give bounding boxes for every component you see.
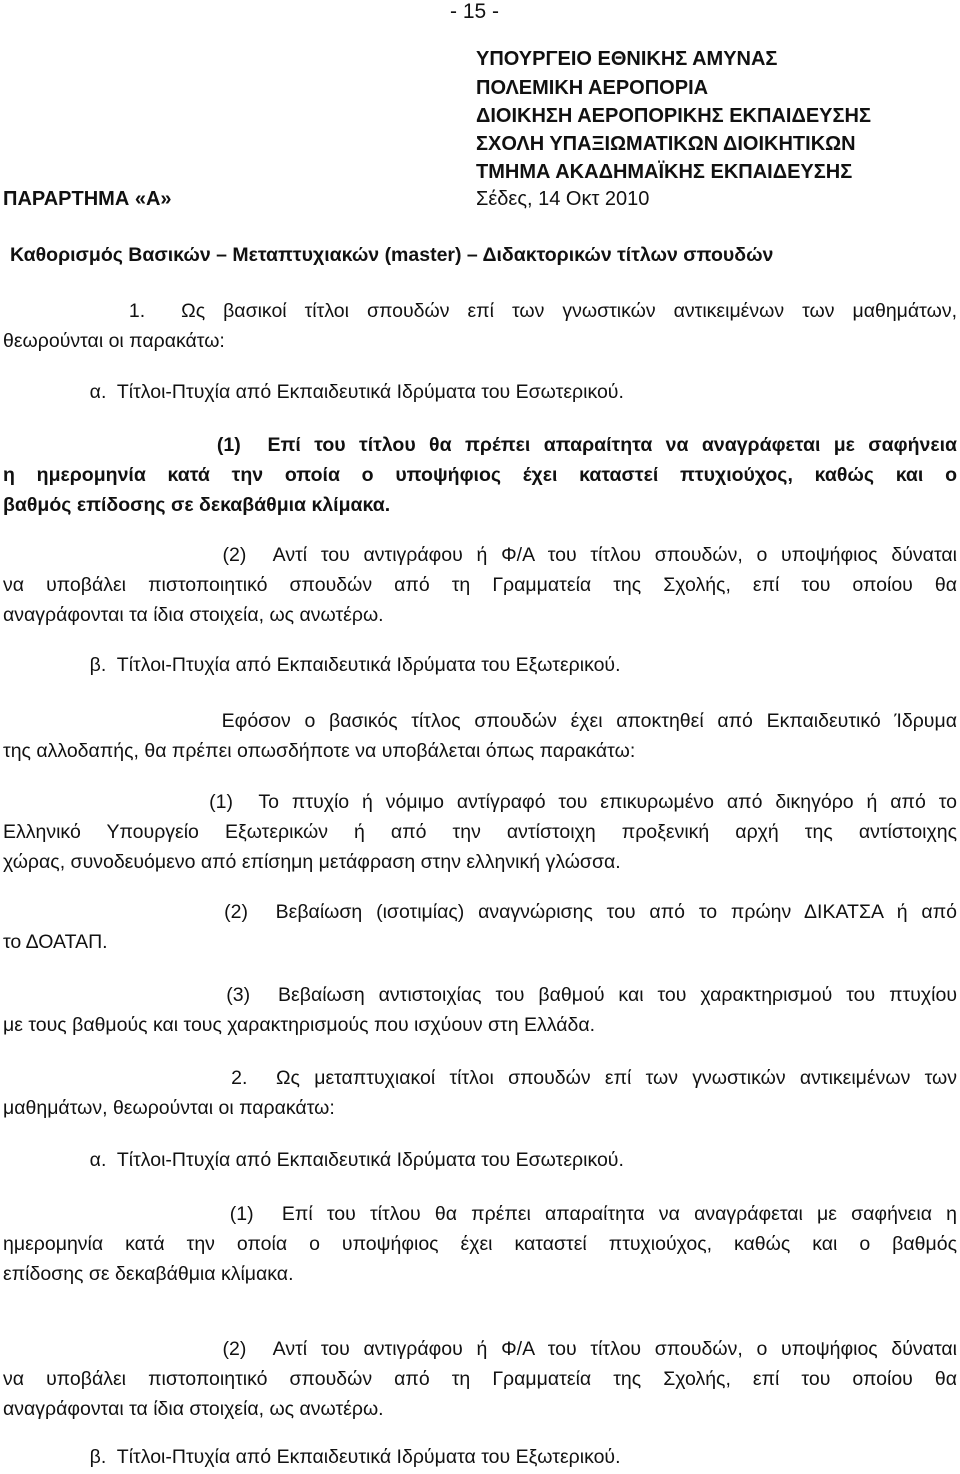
header-school: ΣΧΟΛΗ ΥΠΑΞΙΩΜΑΤΙΚΩΝ ΔΙΟΙΚΗΤΙΚΩΝ bbox=[476, 133, 856, 155]
section-1b-item-3: (3) Βεβαίωση αντιστοιχίας του βαθμού και του χαρακτηρισμού του πτυχίου με τους βαθμούς και τους χαρακτηρισμούς που ισχύουν στη Ελλάδα. bbox=[3, 984, 957, 1036]
section-1a-heading: α. Τίτλοι-Πτυχία από Εκπαιδευτικά Ιδρύματα του Εσωτερικού. bbox=[3, 381, 624, 403]
section-1b-item-2: (2) Βεβαίωση (ισοτιμίας) αναγνώρισης του από το πρώην ΔΙΚΑΤΣΑ ή από το ΔΟΑΤΑΠ. bbox=[3, 901, 957, 953]
section-1a-item-2: (2) Αντί του αντιγράφου ή Φ/Α του τίτλου σπουδών, ο υποψήφιος δύναται να υποβάλει πιστοποιητικό σπουδών από τη Γραμματεία της Σχολής, επί του οποίου θα αναγράφονται τα ίδια στοιχεία, ως ανωτέρω. bbox=[3, 544, 957, 626]
section-2a-item-2: (2) Αντί του αντιγράφου ή Φ/Α του τίτλου σπουδών, ο υποψήφιος δύναται να υποβάλει πιστοποιητικό σπουδών από τη Γραμματεία της Σχολής, επί του οποίου θα αναγράφονται τα ίδια στοιχεία, ως ανωτέρω. bbox=[3, 1338, 957, 1420]
section-1-intro: 1. Ως βασικοί τίτλοι σπουδών επί των γνωστικών αντικειμένων των μαθημάτων, θεωρούνται οι παρακάτω: bbox=[3, 300, 957, 352]
section-2b-heading: β. Τίτλοι-Πτυχία από Εκπαιδευτικά Ιδρύματα του Εξωτερικού. bbox=[3, 1446, 621, 1468]
section-2a-heading: α. Τίτλοι-Πτυχία από Εκπαιδευτικά Ιδρύματα του Εσωτερικού. bbox=[3, 1149, 624, 1171]
annex-label: ΠΑΡΑΡΤΗΜΑ «Α» bbox=[3, 188, 172, 210]
section-1b-item-1: (1) Το πτυχίο ή νόμιμο αντίγραφό του επικυρωμένο από δικηγόρο ή από το Ελληνικό Υπουργείο Εξωτερικών ή από την αντίστοιχη προξενική αρχή της αντίστοιχης χώρας, συνοδευόμενο από επίσημη μετάφραση στην ελληνική γλώσσα. bbox=[3, 791, 957, 873]
header-department: ΤΜΗΜΑ ΑΚΑΔΗΜΑΪΚΗΣ ΕΚΠΑΙΔΕΥΣΗΣ bbox=[476, 161, 853, 183]
header-air-force: ΠΟΛΕΜΙΚΗ ΑΕΡΟΠΟΡΙΑ bbox=[476, 77, 709, 99]
header-ministry: ΥΠΟΥΡΓΕΙΟ ΕΘΝΙΚΗΣ ΑΜΥΝΑΣ bbox=[476, 48, 778, 70]
document-date: Σέδες, 14 Οκτ 2010 bbox=[476, 188, 650, 210]
page-number: - 15 - bbox=[450, 0, 500, 23]
section-1a-item-1: (1) Επί του τίτλου θα πρέπει απαραίτητα να αναγράφεται με σαφήνεια η ημερομηνία κατά την οποία ο υποψήφιος έχει καταστεί πτυχιούχος, καθώς και ο βαθμός επίδοσης σε δεκαβάθμια κλίμακα. bbox=[3, 434, 957, 516]
section-1b-heading: β. Τίτλοι-Πτυχία από Εκπαιδευτικά Ιδρύματα του Εξωτερικού. bbox=[3, 654, 621, 676]
section-1b-intro: Εφόσον ο βασικός τίτλος σπουδών έχει αποκτηθεί από Εκπαιδευτικό Ίδρυμα της αλλοδαπής, θα πρέπει οπωσδήποτε να υποβάλεται όπως παρακάτω: bbox=[3, 710, 957, 762]
section-2-intro: 2. Ως μεταπτυχιακοί τίτλοι σπουδών επί των γνωστικών αντικειμένων των μαθημάτων, θεωρούνται οι παρακάτω: bbox=[3, 1067, 957, 1119]
section-2a-item-1: (1) Επί του τίτλου θα πρέπει απαραίτητα να αναγράφεται με σαφήνεια η ημερομηνία κατά την οποία ο υποψήφιος έχει καταστεί πτυχιούχος, καθώς και ο βαθμός επίδοσης σε δεκαβάθμια κλίμακα. bbox=[3, 1203, 957, 1285]
header-training-command: ΔΙΟΙΚΗΣΗ ΑΕΡΟΠΟΡΙΚΗΣ ΕΚΠΑΙΔΕΥΣΗΣ bbox=[476, 105, 871, 127]
document-title: Καθορισμός Βασικών – Μεταπτυχιακών (master) – Διδακτορικών τίτλων σπουδών bbox=[10, 244, 774, 266]
